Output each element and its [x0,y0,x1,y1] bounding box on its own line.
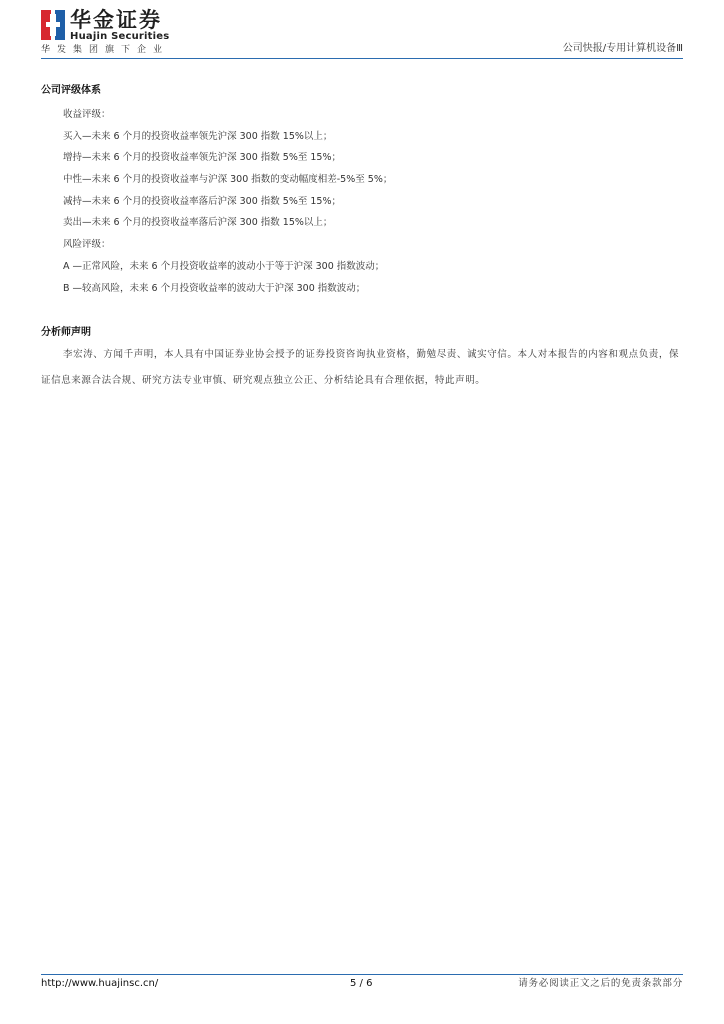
rating-underweight: 减持—未来 6 个月的投资收益率落后沪深 300 指数 5%至 15%； [63,196,341,207]
rating-overweight: 增持—未来 6 个月的投资收益率领先沪深 300 指数 5%至 15%； [63,152,341,163]
rating-sell: 卖出—未来 6 个月的投资收益率落后沪深 300 指数 15%以上； [63,217,333,228]
rating-neutral: 中性—未来 6 个月的投资收益率与沪深 300 指数的变动幅度相差-5%至 5%； [63,174,393,185]
brand-name-cn: 华金证券 [70,8,162,32]
risk-rating-a: A —正常风险，未来 6 个月投资收益率的波动小于等于沪深 300 指数波动； [63,261,385,272]
risk-rating-b: B —较高风险，未来 6 个月投资收益率的波动大于沪深 300 指数波动； [63,283,366,294]
risk-rating-heading: 风险评级： [63,239,111,250]
analyst-statement-text: 李宏涛、方闻千声明，本人具有中国证券业协会授予的证券投资咨询执业资格，勤勉尽责、诚实守信。本人对本报告的内容和观点负责，保证信息来源合法合规、研究方法专业审慎、研究观点独立公正、分析结论具有合理依据，特此声明。 [41,349,680,386]
footer-divider [41,974,683,975]
analyst-statement-title: 分析师声明 [41,327,91,338]
group-tagline: 华发集团旗下企业 [41,45,170,55]
brand-name-en: Huajin Securities [70,31,170,42]
return-rating-heading: 收益评级： [63,109,111,120]
website-link[interactable]: http://www.huajinsc.cn/ [41,978,159,989]
rating-system-title: 公司评级体系 [41,85,101,96]
header-divider [41,58,683,59]
report-type: 公司快报/专用计算机设备Ⅲ [562,43,683,54]
disclaimer-note: 请务必阅读正文之后的免责条款部分 [518,978,683,989]
rating-buy: 买入—未来 6 个月的投资收益率领先沪深 300 指数 15%以上； [63,131,333,142]
page-number: 5 / 6 [350,978,373,989]
huajin-logo-icon [41,10,65,40]
